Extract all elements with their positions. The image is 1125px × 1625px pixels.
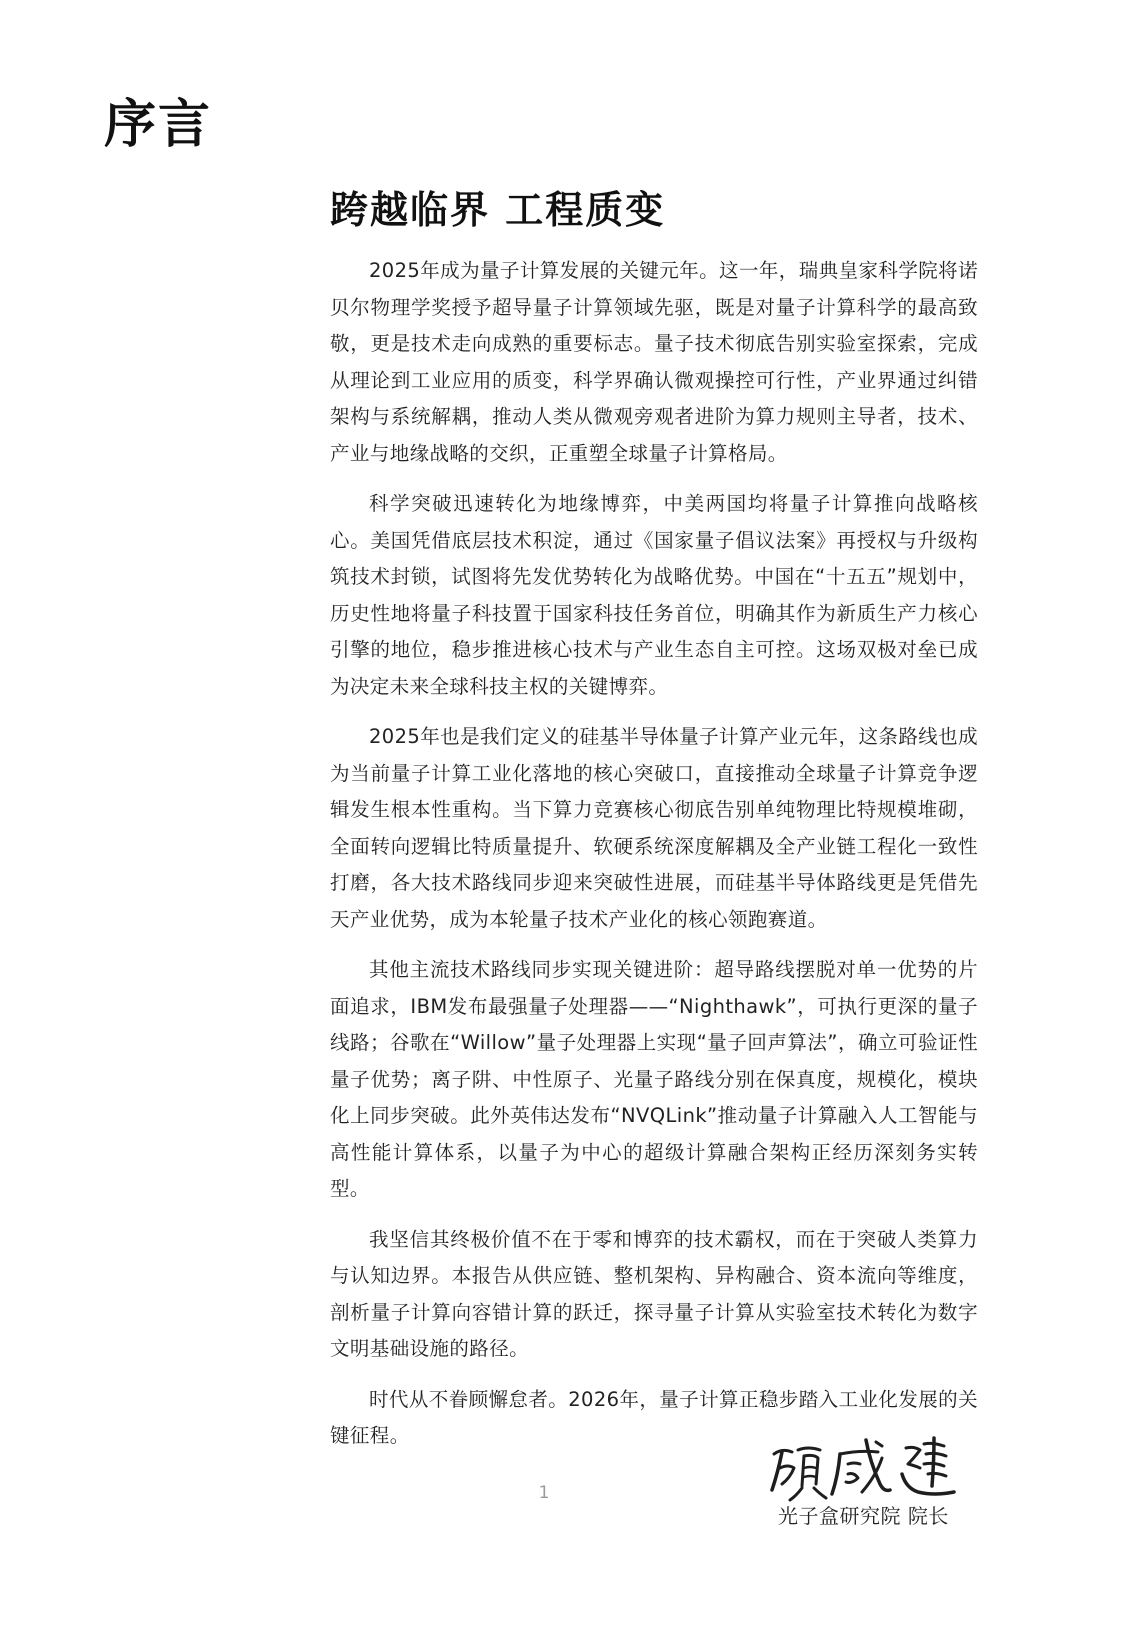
page-number: 1	[538, 1483, 550, 1503]
signature-title: 光子盒研究院 院长	[778, 1504, 949, 1528]
paragraph-1: 2025年成为量子计算发展的关键元年。这一年，瑞典皇家科学院将诺贝尔物理学奖授予超导量子计算领域先驱，既是对量子计算科学的最高致敬，更是技术走向成熟的重要标志。量子技术彻底告别实验室探索，完成从理论到工业应用的质变，科学界确认微观操控可行性，产业界通过纠错架构与系统解耦，推动人类从微观旁观者进阶为算力规则主导者，技术、产业与地缘战略的交织，正重塑全球量子计算格局。	[330, 259, 978, 465]
paragraph-5: 我坚信其终极价值不在于零和博弈的技术霸权，而在于突破人类算力与认知边界。本报告从供应链、整机架构、异构融合、资本流向等维度，剖析量子计算向容错计算的跃迁，探寻量子计算从实验室技术转化为数字文明基础设施的路径。	[330, 1227, 978, 1360]
paragraph-3: 2025年也是我们定义的硅基半导体量子计算产业元年，这条路线也成为当前量子计算工业化落地的核心突破口，直接推动全球量子计算竞争逻辑发生根本性重构。当下算力竞赛核心彻底告别单纯物理比特规模堆砌，全面转向逻辑比特质量提升、软硬系统深度解耦及全产业链工程化一致性打磨，各大技术路线同步迎来突破性进展，而硅基半导体路线更是凭借先天产业优势，成为本轮量子技术产业化的核心领跑赛道。	[330, 725, 978, 931]
page-title: 序言	[104, 95, 213, 155]
paragraph-2: 科学突破迅速转化为地缘博弈，中美两国均将量子计算推向战略核心。美国凭借底层技术积淀，通过《国家量子倡议法案》再授权与升级构筑技术封锁，试图将先发优势转化为战略优势。中国在“十五五”规划中，历史性地将量子科技置于国家科技任务首位，明确其作为新质生产力核心引擎的地位，稳步推进核心技术与产业生态自主可控。这场双极对垒已成为决定未来全球科技主权的关键博弈。	[330, 492, 978, 698]
paragraph-6: 时代从不眷顾懈怠者。2026年，量子计算正稳步踏入工业化发展的关键征程。	[330, 1387, 978, 1447]
preface-body	[330, 253, 978, 1469]
paragraph-4: 其他主流技术路线同步实现关键进阶：超导路线摆脱对单一优势的片面追求，IBM发布最强量子处理器——“Nighthawk”，可执行更深的量子线路；谷歌在“Willow”量子处理器上实现“量子回声算法”，确立可验证性量子优势；离子阱、中性原子、光量子路线分别在保真度，规模化，模块化上同步突破。此外英伟达发布“NVQLink”推动量子计算融入人工智能与高性能计算体系，以量子为中心的超级计算融合架构正经历深刻务实转型。	[330, 958, 978, 1200]
handwritten-signature	[768, 1432, 958, 1512]
section-heading: 跨越临界 工程质变	[330, 188, 666, 232]
